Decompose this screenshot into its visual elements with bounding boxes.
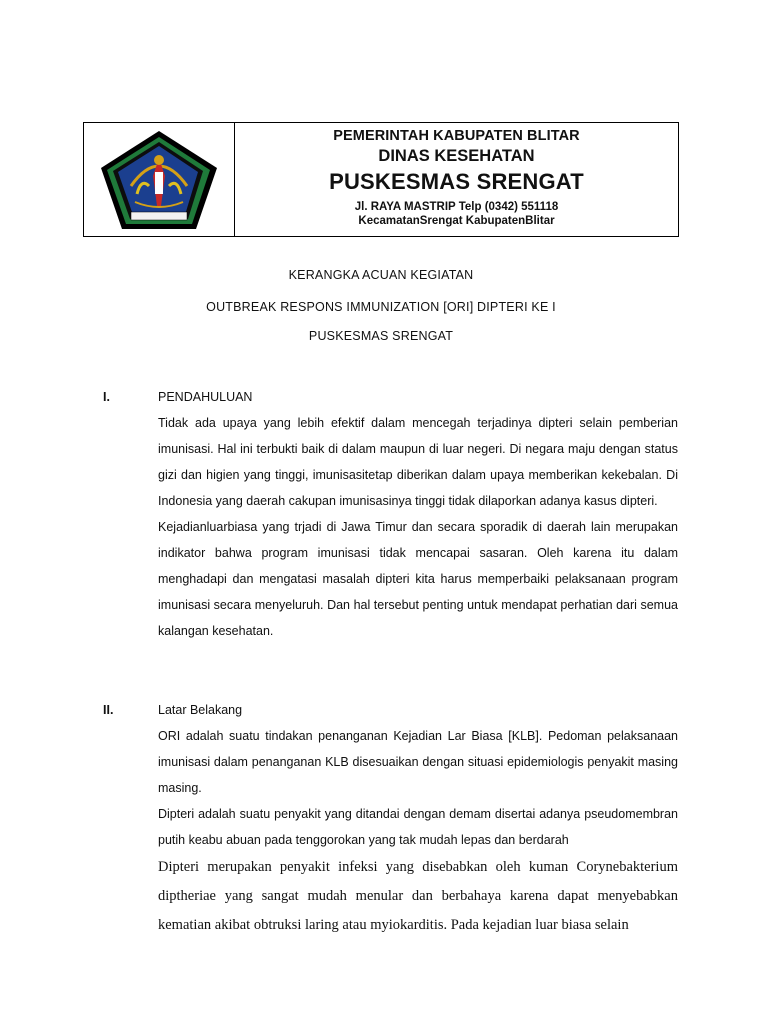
section-2-paragraph-1: ORI adalah suatu tindakan penanganan Kejadian Lar Biasa [KLB]. Pedoman pelaksanaan imunisasi dalam penanganan KLB disesuaikan dengan situasi epidemiologis penyakit masing masing.	[158, 729, 678, 795]
letterhead	[83, 122, 679, 237]
document-subtitle: OUTBREAK RESPONS IMMUNIZATION [ORI] DIPTERI KE I	[206, 300, 556, 314]
government-name: PEMERINTAH KABUPATEN BLITAR	[333, 128, 580, 144]
section-2-paragraph-2: Dipteri adalah suatu penyakit yang ditandai dengan demam disertai adanya pseudomembran putih keabu abuan pada tenggorokan yang tak mudah lepas dan berdarah	[158, 807, 678, 847]
section-2-number: II.	[103, 703, 114, 717]
district-line: KecamatanSrengat KabupatenBlitar	[358, 215, 555, 227]
section-1-body	[158, 410, 678, 644]
document-location: PUSKESMAS SRENGAT	[308, 329, 454, 343]
institution-name: PUSKESMAS SRENGAT	[329, 169, 584, 194]
section-1-paragraph-1: Tidak ada upaya yang lebih efektif dalam mencegah terjadinya dipteri selain pemberian imunisasi. Hal ini terbukti baik di dalam maupun di luar negeri. Di negara maju dengan status gizi dan higien yang tinggi, imunisasitetap diberikan dalam upaya memberikan kekebalan. Di Indonesia yang daerah cakupan imunisasinya tinggi tidak dilaporkan adanya kasus dipteri.	[158, 416, 678, 508]
kabupaten-blitar-emblem-icon	[97, 128, 221, 232]
section-1-paragraph-2: Kejadianluarbiasa yang trjadi di Jawa Timur dan secara sporadik di daerah lain merupakan indikator bahwa program imunisasi tidak mencapai sasaran. Oleh karena itu dalam menghadapi dan mengatasi masalah dipteri kita harus memperbaiki pelaksanaan program imunisasi secara menyeluruh. Dan hal tersebut penting untuk mendapat perhatian dari semua kalangan kesehatan.	[158, 520, 678, 638]
address-line: Jl. RAYA MASTRIP Telp (0342) 551118	[354, 201, 559, 213]
document-title: KERANGKA ACUAN KEGIATAN	[288, 268, 474, 282]
letterhead-text	[235, 123, 678, 236]
section-2-paragraph-3: Dipteri merupakan penyakit infeksi yang disebabkan oleh kuman Corynebakterium diptheriae yang sangat mudah menular dan berbahaya karena dapat menyebabkan kematian akibat obtruksi laring atau myiokarditis. Pada kejadian luar biasa selain	[158, 859, 678, 933]
section-1-number: I.	[103, 390, 110, 404]
section-1-heading: PENDAHULUAN	[158, 390, 253, 404]
agency-name: DINAS KESEHATAN	[378, 147, 535, 165]
logo-cell	[84, 123, 235, 236]
section-2-body	[158, 723, 678, 940]
section-2-heading: Latar Belakang	[158, 703, 243, 717]
